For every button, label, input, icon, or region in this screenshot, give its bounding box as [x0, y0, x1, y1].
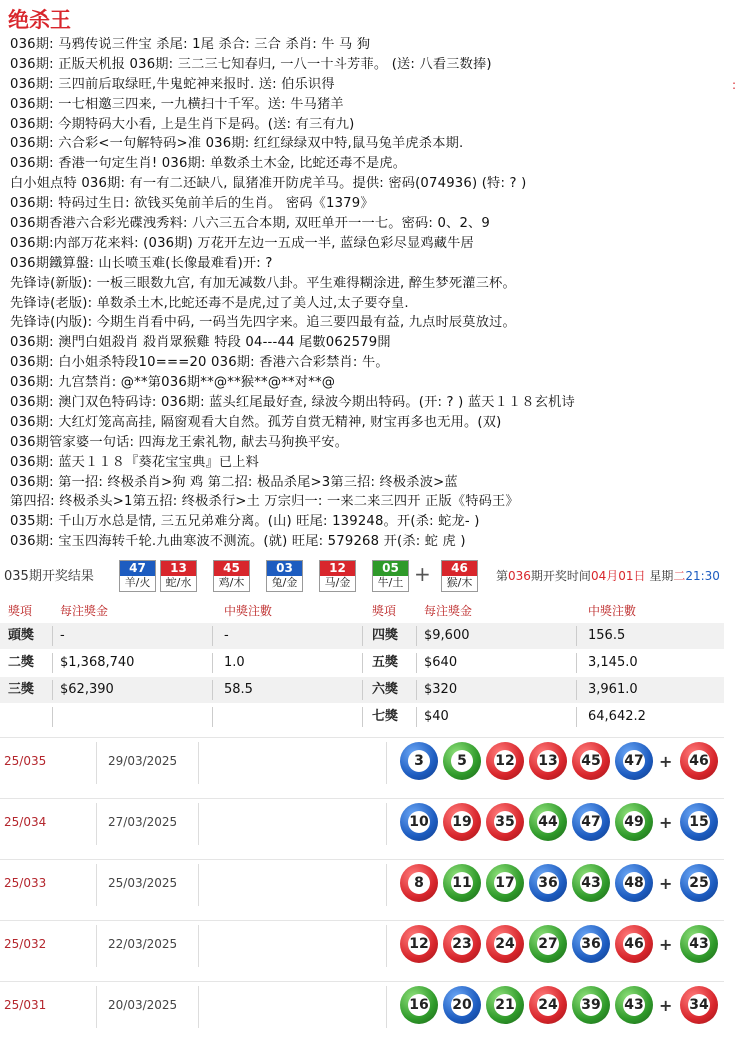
cell-divider — [212, 707, 213, 727]
lottery-ball — [443, 803, 481, 841]
lottery-ball — [486, 986, 524, 1024]
lottery-ball — [443, 864, 481, 902]
prize-header: 獎項 — [372, 604, 397, 618]
ball-number: 46 — [688, 750, 710, 772]
prize-header: 中獎注數 — [224, 604, 273, 618]
cell-divider — [362, 680, 363, 700]
cell-divider — [576, 653, 577, 673]
next-mid: 期开奖时间 — [530, 569, 591, 583]
chip-number: 45 — [214, 561, 249, 576]
result-chip — [372, 560, 409, 592]
ball-number: 34 — [688, 994, 710, 1016]
prize-cell-r-label: 七獎 — [372, 709, 399, 724]
history-row — [0, 920, 724, 979]
ball-number: 24 — [494, 933, 516, 955]
lottery-ball — [615, 803, 653, 841]
period-label: 25/033 — [4, 876, 47, 890]
prize-row — [0, 677, 724, 704]
results-bar — [0, 558, 738, 592]
prize-cell-r-amount: $9,600 — [424, 628, 470, 643]
prize-cell-l-label: 二獎 — [8, 655, 35, 670]
prize-cell-l-amount: $1,368,740 — [60, 655, 135, 670]
ball-number: 15 — [688, 811, 710, 833]
history-row — [0, 798, 724, 857]
text-line: 036期: 六合彩<一句解特码>准 036期: 红红绿绿双中特,鼠马兔羊虎杀本期. — [10, 136, 464, 152]
ball-number: 27 — [537, 933, 559, 955]
lottery-ball — [486, 803, 524, 841]
cell-divider — [416, 653, 417, 673]
ball-number: 3 — [408, 750, 430, 772]
text-line: 036期: 宝玉四海转千轮.九曲寒波不测流。(就) 旺尾: 579268 开(杀: 蛇 虎 ) — [10, 534, 466, 550]
row-divider — [96, 742, 97, 784]
lottery-ball — [615, 742, 653, 780]
text-line: 036期: 特码过生日: 欲钱买兔前羊后的生肖。 密码《1379》 — [10, 196, 374, 212]
row-divider — [198, 986, 199, 1028]
special-ball — [680, 742, 718, 780]
plus-sign: + — [659, 874, 673, 893]
ball-number: 12 — [408, 933, 430, 955]
cell-divider — [416, 626, 417, 646]
chip-number: 13 — [161, 561, 196, 576]
lottery-ball — [529, 925, 567, 963]
plus-sign: + — [659, 752, 673, 771]
ball-number: 43 — [623, 994, 645, 1016]
text-line: 036期鐵算盤: 山长喷玉难(长像最难看)开: ? — [10, 255, 273, 271]
text-line: 先锋诗(内版): 今期生肖看中码, 一码当先四字来。追三要四最有益, 九点时辰莫放过。 — [10, 315, 516, 331]
history-row — [0, 859, 724, 918]
draw-date: 29/03/2025 — [108, 754, 178, 768]
text-line: 036期: 第一招: 终极杀肖>狗 鸡 第二招: 极品杀尾>3第三招: 终极杀波>蓝 — [10, 474, 458, 490]
prize-cell-l-count: 58.5 — [224, 682, 253, 697]
cell-divider — [212, 680, 213, 700]
lottery-ball — [443, 986, 481, 1024]
row-divider — [386, 986, 387, 1028]
lottery-ball — [572, 803, 610, 841]
result-chip — [119, 560, 156, 592]
prize-row — [0, 623, 724, 650]
ball-number: 8 — [408, 872, 430, 894]
prize-cell-l-amount: - — [60, 628, 65, 643]
chip-zodiac: 猴/木 — [446, 576, 473, 589]
cell-divider — [362, 626, 363, 646]
row-divider — [96, 803, 97, 845]
lottery-ball — [572, 925, 610, 963]
ball-number: 43 — [580, 872, 602, 894]
period-label: 25/032 — [4, 937, 47, 951]
chip-number: 47 — [120, 561, 155, 576]
ball-number: 36 — [537, 872, 559, 894]
chip-zodiac: 蛇/水 — [165, 576, 192, 589]
period-label: 25/031 — [4, 998, 47, 1012]
ball-number: 49 — [623, 811, 645, 833]
text-line: 白小姐点特 036期: 有一有二还缺八, 鼠猪准开防虎羊马。提供: 密码(074936) (特: ? ) — [10, 176, 527, 192]
ball-number: 21 — [494, 994, 516, 1016]
text-line: 先锋诗(老版): 单数杀土木,比蛇还毒不是虎,过了美人过,太子要夺皇. — [10, 295, 409, 311]
text-line: 036期管家婆一句话: 四海龙王索礼物, 献去马狗换平安。 — [10, 434, 349, 450]
special-ball — [680, 864, 718, 902]
lottery-ball — [572, 742, 610, 780]
ball-number: 25 — [688, 872, 710, 894]
ball-number: 10 — [408, 811, 430, 833]
lottery-ball — [529, 864, 567, 902]
lottery-ball — [400, 742, 438, 780]
prize-row — [0, 650, 724, 677]
ball-number: 17 — [494, 872, 516, 894]
cell-divider — [212, 626, 213, 646]
lottery-ball — [443, 925, 481, 963]
next-prefix: 第 — [496, 569, 509, 583]
ball-number: 12 — [494, 750, 516, 772]
ball-number: 45 — [580, 750, 602, 772]
prize-cell-r-label: 六獎 — [372, 682, 399, 697]
ball-number: 48 — [623, 872, 645, 894]
chip-number: 46 — [442, 561, 477, 576]
chip-number: 12 — [320, 561, 355, 576]
period-label: 25/035 — [4, 754, 47, 768]
prize-cell-l-amount: $62,390 — [60, 682, 114, 697]
special-ball — [680, 803, 718, 841]
prize-row — [0, 704, 724, 731]
prize-cell-r-amount: $640 — [424, 655, 458, 670]
result-chip — [319, 560, 356, 592]
prize-header: 獎項 — [8, 604, 33, 618]
text-line: 036期: 一七相邀三四来, 一九横扫十千军。送: 牛马猪羊 — [10, 96, 344, 112]
cell-divider — [362, 707, 363, 727]
row-divider — [96, 864, 97, 906]
chip-zodiac: 兔/金 — [271, 576, 298, 589]
prize-header: 中獎注數 — [588, 604, 637, 618]
lottery-ball — [615, 925, 653, 963]
prize-cell-r-label: 四獎 — [372, 628, 399, 643]
history-row — [0, 981, 724, 1040]
next-date: 04月01日 — [590, 569, 646, 583]
prize-cell-r-amount: $320 — [424, 682, 458, 697]
cell-divider — [52, 707, 53, 727]
cell-divider — [576, 707, 577, 727]
text-line: 036期: 白小姐杀特段10===20 036期: 香港六合彩禁肖: 牛。 — [10, 355, 389, 371]
next-weekday-prefix: 星期 — [649, 569, 674, 583]
lottery-ball — [486, 742, 524, 780]
lottery-ball — [615, 986, 653, 1024]
text-line: 036期: 马鸦传说三件宝 杀尾: 1尾 杀合: 三合 杀肖: 牛 马 狗 — [10, 37, 371, 52]
prize-cell-r-label: 五獎 — [372, 655, 399, 670]
ball-number: 20 — [451, 994, 473, 1016]
draw-date: 27/03/2025 — [108, 815, 178, 829]
prediction-text-block — [10, 35, 730, 552]
ball-number: 35 — [494, 811, 516, 833]
prize-cell-r-count: 64,642.2 — [588, 709, 646, 724]
chip-number: 05 — [373, 561, 408, 576]
text-line: 先锋诗(新版): 一板三眼数九宫, 有加无减数八卦。平生难得糊涂进, 醉生梦死灌三杯。 — [10, 275, 516, 291]
prize-cell-r-amount: $40 — [424, 709, 449, 724]
ball-number: 46 — [623, 933, 645, 955]
text-line: 036期: 蓝天１１８『葵花宝宝典』已上料 — [10, 454, 260, 470]
prize-cell-l-label: 三獎 — [8, 682, 35, 697]
cell-divider — [52, 653, 53, 673]
ball-number: 24 — [537, 994, 559, 1016]
cell-divider — [362, 653, 363, 673]
next-period: 036 — [508, 569, 531, 583]
row-divider — [198, 803, 199, 845]
draw-date: 20/03/2025 — [108, 998, 178, 1012]
lottery-ball — [615, 864, 653, 902]
lottery-ball — [486, 864, 524, 902]
row-divider — [386, 864, 387, 906]
prize-cell-l-count: - — [224, 628, 229, 643]
cell-divider — [416, 680, 417, 700]
ball-number: 39 — [580, 994, 602, 1016]
result-chip — [213, 560, 250, 592]
text-line: 036期: 三四前后取绿旺,牛鬼蛇神来报时. 送: 伯乐识得 — [10, 76, 335, 92]
text-line: 036期香港六合彩光碟洩秀料: 八六三五合本期, 双旺单开一一七。密码: 0、2、9 — [10, 216, 491, 232]
text-line: 036期: 今期特码大小看, 上是生肖下是码。(送: 有三有九) — [10, 116, 355, 132]
text-line: 036期: 澳門白姐殺肖 殺肖眾猴雞 特段 04---44 尾數062579開 — [10, 335, 391, 351]
lottery-ball — [443, 742, 481, 780]
prize-header: 每注獎金 — [60, 604, 109, 618]
page-title: 绝杀王 — [8, 8, 71, 32]
prize-cell-r-count: 3,961.0 — [588, 682, 638, 697]
prize-cell-l-count: 1.0 — [224, 655, 245, 670]
prize-header: 每注獎金 — [424, 604, 473, 618]
plus-sign: + — [659, 813, 673, 832]
next-weekday: 二 — [673, 569, 686, 583]
next-time: 21:30 — [685, 569, 720, 583]
lottery-ball — [400, 803, 438, 841]
ball-number: 11 — [451, 872, 473, 894]
lottery-ball — [572, 986, 610, 1024]
row-divider — [96, 925, 97, 967]
results-label: 035期开奖结果 — [4, 569, 94, 584]
text-line: 036期: 澳门双色特码诗: 036期: 蓝头红尾最好查, 绿波今期出特码。(开: ? ) 蓝天１１８玄机诗 — [10, 395, 575, 411]
result-chip — [441, 560, 478, 592]
row-divider — [198, 925, 199, 967]
cell-divider — [576, 626, 577, 646]
plus-sign: + — [659, 996, 673, 1015]
text-line: 036期: 大红灯笼高高挂, 隔窗观看大自然。孤芳自赏无精神, 财宝再多也无用。(双) — [10, 414, 502, 430]
text-line: 036期: 正版天机报 036期: 三二三七知春归, 一八一十斗芳菲。 (送: 八看三数捧) — [10, 56, 492, 72]
lottery-ball — [400, 986, 438, 1024]
prize-table — [0, 599, 724, 729]
ball-number: 36 — [580, 933, 602, 955]
next-draw-info — [496, 567, 720, 584]
lottery-ball — [400, 864, 438, 902]
text-line: 036期:内部万花来料: (036期) 万花开左边一五成一半, 蓝绿色彩尽显鸡藏牛居 — [10, 235, 474, 251]
lottery-ball — [529, 986, 567, 1024]
ball-number: 43 — [688, 933, 710, 955]
prize-cell-r-count: 3,145.0 — [588, 655, 638, 670]
chip-zodiac: 鸡/木 — [218, 576, 245, 589]
ball-number: 44 — [537, 811, 559, 833]
lottery-ball — [529, 803, 567, 841]
ball-number: 13 — [537, 750, 559, 772]
ball-number: 23 — [451, 933, 473, 955]
row-divider — [386, 803, 387, 845]
cell-divider — [52, 626, 53, 646]
result-chip — [160, 560, 197, 592]
ball-number: 5 — [451, 750, 473, 772]
row-divider — [198, 742, 199, 784]
cell-divider — [416, 707, 417, 727]
row-divider — [198, 864, 199, 906]
side-mark: : — [731, 78, 736, 92]
text-line: 第四招: 终极杀头>1第五招: 终极杀行>土 万宗归一: 一来二来三四开 正版《特码王》 — [10, 494, 519, 510]
ball-number: 16 — [408, 994, 430, 1016]
chip-number: 03 — [267, 561, 302, 576]
special-ball — [680, 986, 718, 1024]
cell-divider — [52, 680, 53, 700]
ball-number: 47 — [580, 811, 602, 833]
text-line: 036期: 香港一句定生肖! 036期: 单数杀土木金, 比蛇还毒不是虎。 — [10, 156, 407, 172]
lottery-ball — [486, 925, 524, 963]
period-label: 25/034 — [4, 815, 47, 829]
result-chip — [266, 560, 303, 592]
history-row — [0, 737, 724, 796]
draw-date: 22/03/2025 — [108, 937, 178, 951]
row-divider — [96, 986, 97, 1028]
draw-date: 25/03/2025 — [108, 876, 178, 890]
ball-number: 47 — [623, 750, 645, 772]
ball-number: 19 — [451, 811, 473, 833]
prize-cell-r-count: 156.5 — [588, 628, 626, 643]
prize-cell-l-label: 頭獎 — [8, 628, 35, 643]
cell-divider — [576, 680, 577, 700]
plus-sign: + — [414, 562, 431, 586]
row-divider — [386, 742, 387, 784]
plus-sign: + — [659, 935, 673, 954]
cell-divider — [212, 653, 213, 673]
chip-zodiac: 牛/土 — [377, 576, 404, 589]
text-line: 036期: 九宫禁肖: @**第036期**@**猴**@**对**@ — [10, 375, 336, 391]
text-line: 035期: 千山万水总是情, 三五兄弟难分离。(山) 旺尾: 139248。开(杀: 蛇龙- ) — [10, 514, 480, 530]
special-ball — [680, 925, 718, 963]
row-divider — [386, 925, 387, 967]
chip-zodiac: 马/金 — [324, 576, 351, 589]
lottery-ball — [529, 742, 567, 780]
lottery-ball — [572, 864, 610, 902]
lottery-ball — [400, 925, 438, 963]
chip-zodiac: 羊/火 — [124, 576, 151, 589]
